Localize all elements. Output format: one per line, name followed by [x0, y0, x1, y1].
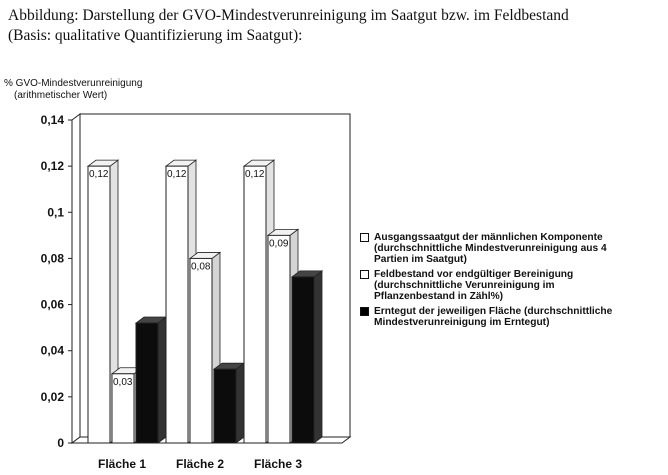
bar-side: [236, 363, 244, 443]
bar-erntegut: [136, 323, 158, 443]
bar-erntegut: [214, 369, 236, 443]
legend-text-feldbestand-2: (durchschnittliche Verunreinigung im: [374, 280, 555, 291]
legend-text-saatgut-1: Ausgangssaatgut der männlichen Komponente: [374, 232, 603, 243]
data-label: 0,08: [191, 261, 211, 273]
y-tick-label: 0,08: [40, 251, 64, 266]
bar-saatgut: [166, 166, 188, 443]
caption-line-1: Abbildung: Darstellung der GVO-Mindestverunreinigung im Saatgut bzw. im Feldbestand: [8, 7, 569, 24]
legend-swatch-erntegut: [360, 307, 369, 316]
x-tick-label: Fläche 1: [97, 457, 147, 471]
y-tick-label: 0,02: [40, 389, 64, 404]
y-tick-label: 0: [57, 436, 64, 450]
bar-saatgut: [244, 166, 266, 443]
y-axis-title: % GVO-Mindestverunreinigung: [4, 78, 143, 89]
data-label: 0,12: [245, 169, 265, 181]
bar-side: [314, 271, 322, 443]
legend-text-erntegut-2: Mindestverunreinigung im Erntegut): [374, 317, 550, 328]
y-tick-label: 0,04: [40, 343, 64, 358]
y-tick-label: 0,1: [47, 205, 64, 220]
caption-line-2: (Basis: qualitative Quantifizierung im Saatgut):: [8, 27, 303, 44]
bar-side: [158, 317, 166, 443]
bar-feldbestand: [268, 235, 290, 443]
legend-text-feldbestand-3: Pflanzenbestand in Zähl%): [374, 291, 504, 302]
legend-swatch-feldbestand: [360, 270, 369, 279]
plot-side-wall: [72, 114, 80, 443]
bar-feldbestand: [190, 258, 212, 443]
chart-legend: [360, 232, 660, 332]
y-tick-label: 0,12: [40, 159, 64, 174]
data-label: 0,12: [167, 169, 187, 181]
y-tick-label: 0,06: [40, 297, 64, 312]
legend-text-saatgut-2: (durchschnittliche Mindestverunreinigung aus 4: [374, 243, 607, 254]
data-label: 0,12: [89, 169, 109, 181]
legend-swatch-saatgut: [360, 233, 369, 242]
y-axis-subtitle: (arithmetischer Wert): [14, 90, 108, 101]
y-tick-label: 0,14: [40, 113, 64, 127]
legend-text-feldbestand-1: Feldbestand vor endgültiger Bereinigung: [374, 269, 574, 280]
data-label: 0,03: [113, 376, 133, 388]
bar-saatgut: [88, 166, 110, 443]
legend-item-saatgut: [360, 232, 660, 265]
legend-item-erntegut: [360, 306, 660, 328]
x-tick-label: Fläche 2: [175, 457, 225, 471]
bar-erntegut: [292, 277, 314, 443]
legend-text-saatgut-3: Partien im Saatgut): [374, 254, 467, 265]
legend-text-erntegut-1: Erntegut der jeweiligen Fläche (durchschnittliche: [374, 306, 613, 317]
data-label: 0,09: [269, 238, 289, 250]
x-tick-label: Fläche 3: [253, 457, 303, 471]
legend-item-feldbestand: [360, 269, 660, 302]
